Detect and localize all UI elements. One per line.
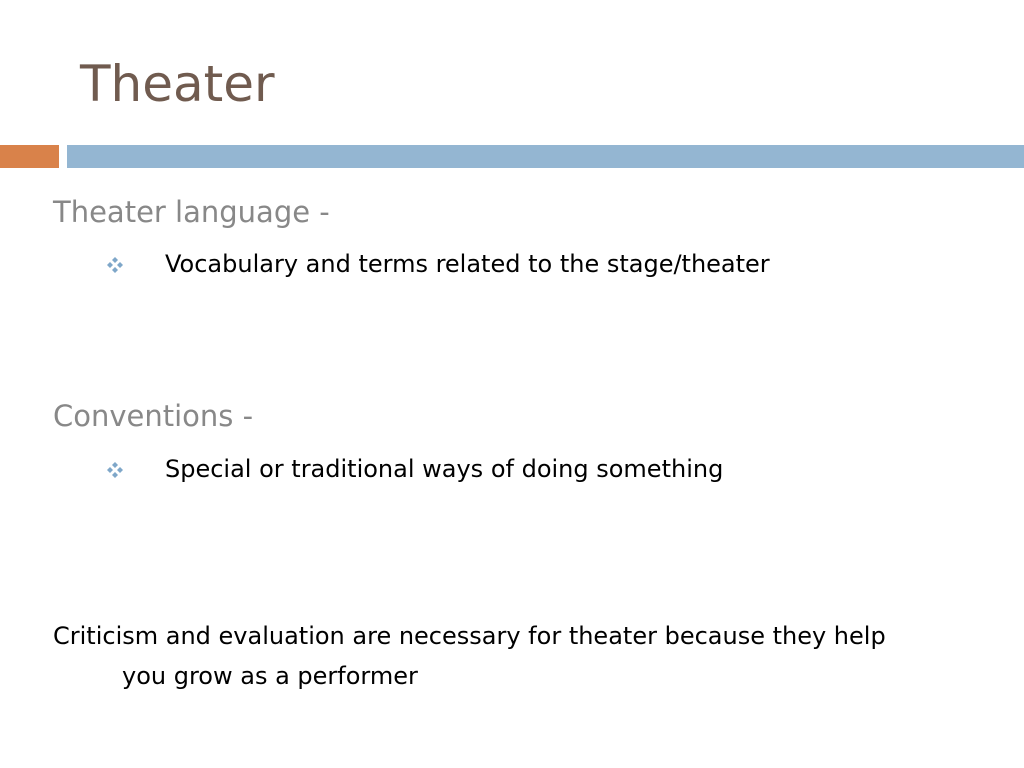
accent-bar-orange: [0, 145, 59, 168]
four-diamond-bullet-icon: [106, 256, 124, 274]
bullet-text: Vocabulary and terms related to the stage/theater: [165, 250, 770, 278]
section-heading-conventions: Conventions -: [53, 399, 254, 433]
accent-bar-blue: [67, 145, 1024, 168]
criticism-paragraph: [53, 616, 993, 696]
paragraph-line-2: you grow as a performer: [122, 662, 418, 690]
paragraph-line-1: Criticism and evaluation are necessary for theater because they help: [53, 622, 886, 650]
four-diamond-bullet-icon: [106, 461, 124, 479]
section-heading-theater-language: Theater language -: [53, 195, 330, 229]
slide-title: Theater: [80, 55, 275, 113]
bullet-text: Special or traditional ways of doing something: [165, 455, 724, 483]
